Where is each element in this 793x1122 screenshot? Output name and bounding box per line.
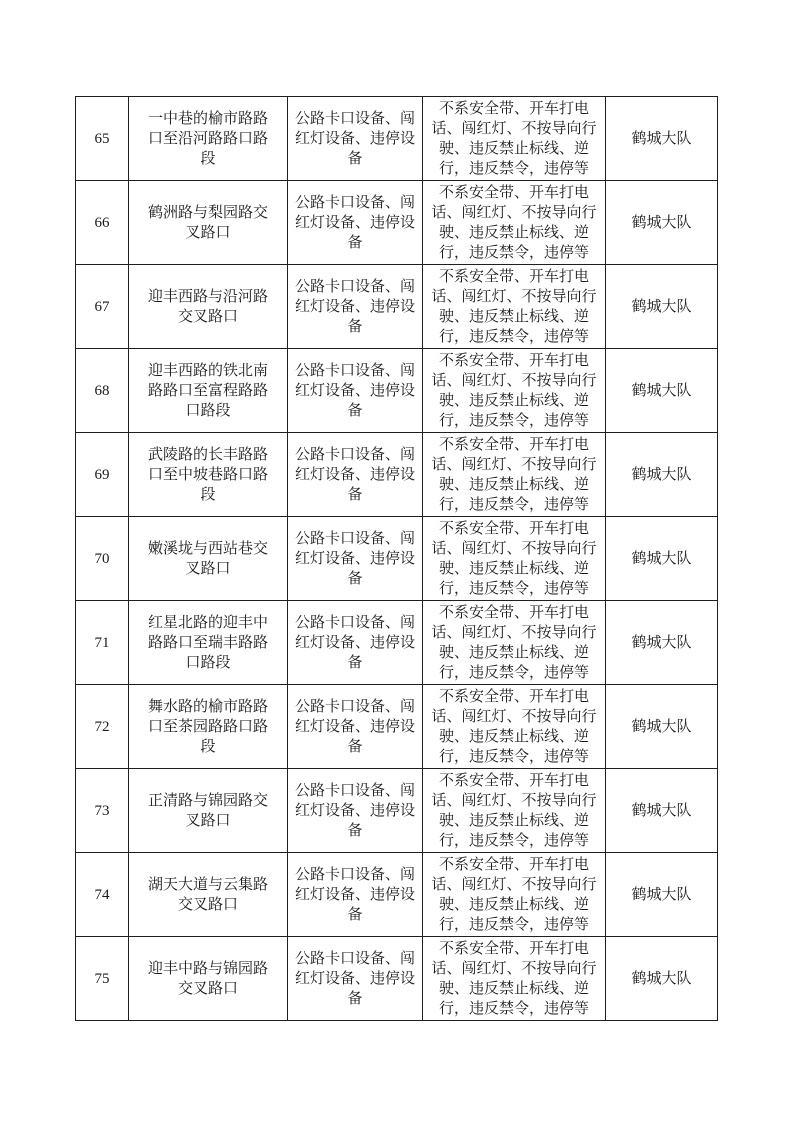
table-row [76, 97, 718, 181]
equipment-cell: 公路卡口设备、闯红灯设备、违停设备 [288, 265, 423, 349]
location-cell: 迎丰西路与沿河路交叉路口 [129, 265, 288, 349]
row-number-cell: 72 [76, 685, 129, 769]
table-row [76, 517, 718, 601]
department-cell: 鹤城大队 [606, 517, 718, 601]
table-row [76, 853, 718, 937]
violations-cell: 不系安全带、开车打电话、闯红灯、不按导向行驶、违反禁止标线、逆行，违反禁令，违停等 [423, 853, 606, 937]
equipment-cell: 公路卡口设备、闯红灯设备、违停设备 [288, 433, 423, 517]
department-cell: 鹤城大队 [606, 97, 718, 181]
row-number-cell: 75 [76, 937, 129, 1021]
violations-cell: 不系安全带、开车打电话、闯红灯、不按导向行驶、违反禁止标线、逆行，违反禁令，违停等 [423, 349, 606, 433]
department-cell: 鹤城大队 [606, 685, 718, 769]
violations-cell: 不系安全带、开车打电话、闯红灯、不按导向行驶、违反禁止标线、逆行，违反禁令，违停等 [423, 937, 606, 1021]
enforcement-locations-table [75, 96, 718, 1021]
row-number-cell: 68 [76, 349, 129, 433]
location-cell: 迎丰西路的铁北南路路口至富程路路口路段 [129, 349, 288, 433]
location-cell: 舞水路的榆市路路口至茶园路路口路段 [129, 685, 288, 769]
row-number-cell: 73 [76, 769, 129, 853]
row-number-cell: 69 [76, 433, 129, 517]
table-row [76, 769, 718, 853]
violations-cell: 不系安全带、开车打电话、闯红灯、不按导向行驶、违反禁止标线、逆行，违反禁令，违停等 [423, 685, 606, 769]
location-cell: 鹤洲路与梨园路交叉路口 [129, 181, 288, 265]
row-number-cell: 66 [76, 181, 129, 265]
table-row [76, 265, 718, 349]
table-row [76, 685, 718, 769]
violations-cell: 不系安全带、开车打电话、闯红灯、不按导向行驶、违反禁止标线、逆行，违反禁令，违停等 [423, 517, 606, 601]
location-cell: 红星北路的迎丰中路路口至瑞丰路路口路段 [129, 601, 288, 685]
table-row [76, 181, 718, 265]
department-cell: 鹤城大队 [606, 349, 718, 433]
department-cell: 鹤城大队 [606, 853, 718, 937]
location-cell: 嫩溪垅与西站巷交叉路口 [129, 517, 288, 601]
department-cell: 鹤城大队 [606, 433, 718, 517]
violations-cell: 不系安全带、开车打电话、闯红灯、不按导向行驶、违反禁止标线、逆行，违反禁令，违停等 [423, 601, 606, 685]
table-row [76, 349, 718, 433]
department-cell: 鹤城大队 [606, 601, 718, 685]
department-cell: 鹤城大队 [606, 769, 718, 853]
equipment-cell: 公路卡口设备、闯红灯设备、违停设备 [288, 685, 423, 769]
violations-cell: 不系安全带、开车打电话、闯红灯、不按导向行驶、违反禁止标线、逆行，违反禁令，违停等 [423, 181, 606, 265]
row-number-cell: 70 [76, 517, 129, 601]
row-number-cell: 67 [76, 265, 129, 349]
department-cell: 鹤城大队 [606, 265, 718, 349]
row-number-cell: 74 [76, 853, 129, 937]
location-cell: 迎丰中路与锦园路交叉路口 [129, 937, 288, 1021]
location-cell: 正清路与锦园路交叉路口 [129, 769, 288, 853]
location-cell: 武陵路的长丰路路口至中坡巷路口路段 [129, 433, 288, 517]
equipment-cell: 公路卡口设备、闯红灯设备、违停设备 [288, 517, 423, 601]
table-row [76, 433, 718, 517]
location-cell: 一中巷的榆市路路口至沿河路路口路段 [129, 97, 288, 181]
row-number-cell: 71 [76, 601, 129, 685]
violations-cell: 不系安全带、开车打电话、闯红灯、不按导向行驶、违反禁止标线、逆行，违反禁令，违停等 [423, 433, 606, 517]
equipment-cell: 公路卡口设备、闯红灯设备、违停设备 [288, 601, 423, 685]
department-cell: 鹤城大队 [606, 937, 718, 1021]
department-cell: 鹤城大队 [606, 181, 718, 265]
location-cell: 湖天大道与云集路交叉路口 [129, 853, 288, 937]
equipment-cell: 公路卡口设备、闯红灯设备、违停设备 [288, 769, 423, 853]
equipment-cell: 公路卡口设备、闯红灯设备、违停设备 [288, 937, 423, 1021]
violations-cell: 不系安全带、开车打电话、闯红灯、不按导向行驶、违反禁止标线、逆行，违反禁令，违停等 [423, 769, 606, 853]
equipment-cell: 公路卡口设备、闯红灯设备、违停设备 [288, 181, 423, 265]
table-row [76, 937, 718, 1021]
equipment-cell: 公路卡口设备、闯红灯设备、违停设备 [288, 349, 423, 433]
table-row [76, 601, 718, 685]
violations-cell: 不系安全带、开车打电话、闯红灯、不按导向行驶、违反禁止标线、逆行，违反禁令，违停等 [423, 265, 606, 349]
violations-cell: 不系安全带、开车打电话、闯红灯、不按导向行驶、违反禁止标线、逆行，违反禁令，违停等 [423, 97, 606, 181]
equipment-cell: 公路卡口设备、闯红灯设备、违停设备 [288, 97, 423, 181]
equipment-cell: 公路卡口设备、闯红灯设备、违停设备 [288, 853, 423, 937]
row-number-cell: 65 [76, 97, 129, 181]
